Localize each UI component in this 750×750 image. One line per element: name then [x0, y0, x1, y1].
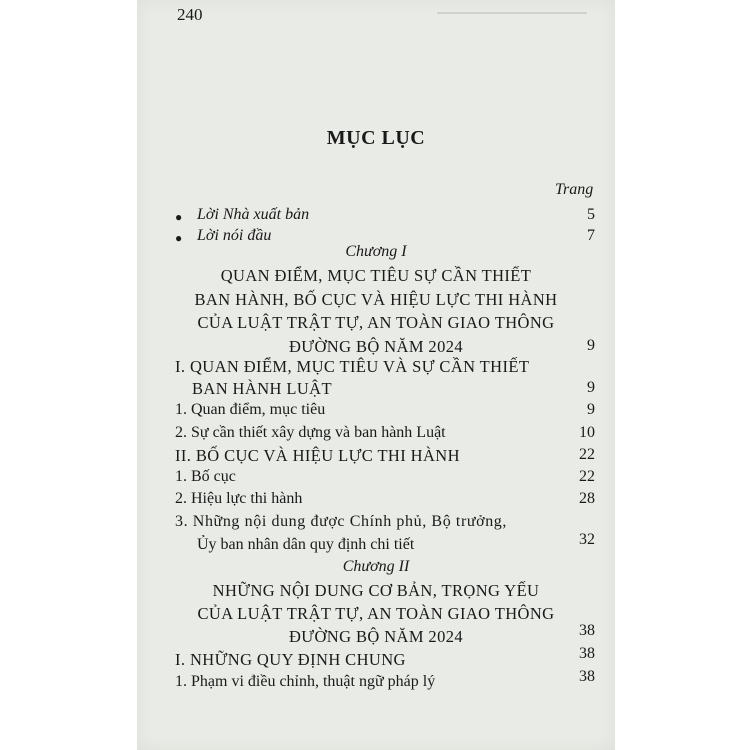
toc-heading: MỤC LỤC [326, 127, 426, 149]
toc-page-number: 22 [579, 446, 595, 463]
toc-entry-publisher-note[interactable]: Lời Nhà xuất bản [197, 206, 310, 223]
toc-section-2[interactable]: II. BỐ CỤC VÀ HIỆU LỰC THI HÀNH [175, 446, 460, 465]
chapter-1-title-line[interactable]: CỦA LUẬT TRẬT TỰ, AN TOÀN GIAO THÔNG [197, 313, 555, 332]
chapter-1-label: Chương I [345, 243, 407, 260]
running-header-line [437, 12, 587, 20]
page-number: 240 [177, 5, 203, 24]
bullet-icon: ● [175, 231, 183, 245]
toc-section-1-cont[interactable]: BAN HÀNH LUẬT [192, 379, 332, 398]
bullet-icon: ● [175, 210, 183, 224]
toc-page-number: 9 [587, 401, 595, 418]
toc-entry-foreword[interactable]: Lời nói đầu [197, 227, 272, 244]
toc-item[interactable]: 1. Phạm vi điều chỉnh, thuật ngữ pháp lý [175, 673, 436, 690]
toc-item[interactable]: 1. Bố cục [175, 468, 236, 485]
toc-page-number: 10 [579, 424, 595, 441]
toc-page-number: 38 [579, 668, 595, 685]
chapter-1-title-line[interactable]: ĐƯỜNG BỘ NĂM 2024 [288, 337, 464, 356]
chapter-2-label: Chương II [342, 558, 410, 575]
toc-item[interactable]: 1. Quan điểm, mục tiêu [175, 401, 326, 418]
toc-page-number: 9 [587, 337, 595, 354]
toc-section-1[interactable]: I. QUAN ĐIỂM, MỤC TIÊU VÀ SỰ CẦN THIẾT [175, 357, 530, 376]
toc-page-number: 5 [587, 206, 595, 223]
chapter-1-title-line[interactable]: BAN HÀNH, BỐ CỤC VÀ HIỆU LỰC THI HÀNH [194, 290, 558, 309]
toc-item-cont[interactable]: Ủy ban nhân dân quy định chi tiết [197, 536, 415, 553]
page-column-label: Trang [555, 181, 594, 198]
chapter-2-title-line[interactable]: ĐƯỜNG BỘ NĂM 2024 [288, 627, 464, 646]
toc-item[interactable]: 3. Những nội dung được Chính phủ, Bộ trưởng, [175, 513, 508, 530]
toc-page-number: 22 [579, 468, 595, 485]
toc-page-number: 38 [579, 645, 595, 662]
toc-page-number: 38 [579, 622, 595, 639]
toc-section-1[interactable]: I. NHỮNG QUY ĐỊNH CHUNG [175, 650, 406, 669]
toc-page-number: 7 [587, 227, 595, 244]
toc-item[interactable]: 2. Sự cần thiết xây dựng và ban hành Luật [175, 424, 446, 441]
book-page [137, 0, 615, 750]
toc-page-number: 28 [579, 490, 595, 507]
chapter-2-title-line[interactable]: CỦA LUẬT TRẬT TỰ, AN TOÀN GIAO THÔNG [197, 604, 555, 623]
toc-page-number: 32 [579, 531, 595, 548]
toc-page-number: 9 [587, 379, 595, 396]
chapter-2-title-line[interactable]: NHỮNG NỘI DUNG CƠ BẢN, TRỌNG YẾU [212, 581, 540, 600]
toc-item[interactable]: 2. Hiệu lực thi hành [175, 490, 303, 507]
chapter-1-title-line[interactable]: QUAN ĐIỂM, MỤC TIÊU SỰ CẦN THIẾT [220, 266, 532, 285]
